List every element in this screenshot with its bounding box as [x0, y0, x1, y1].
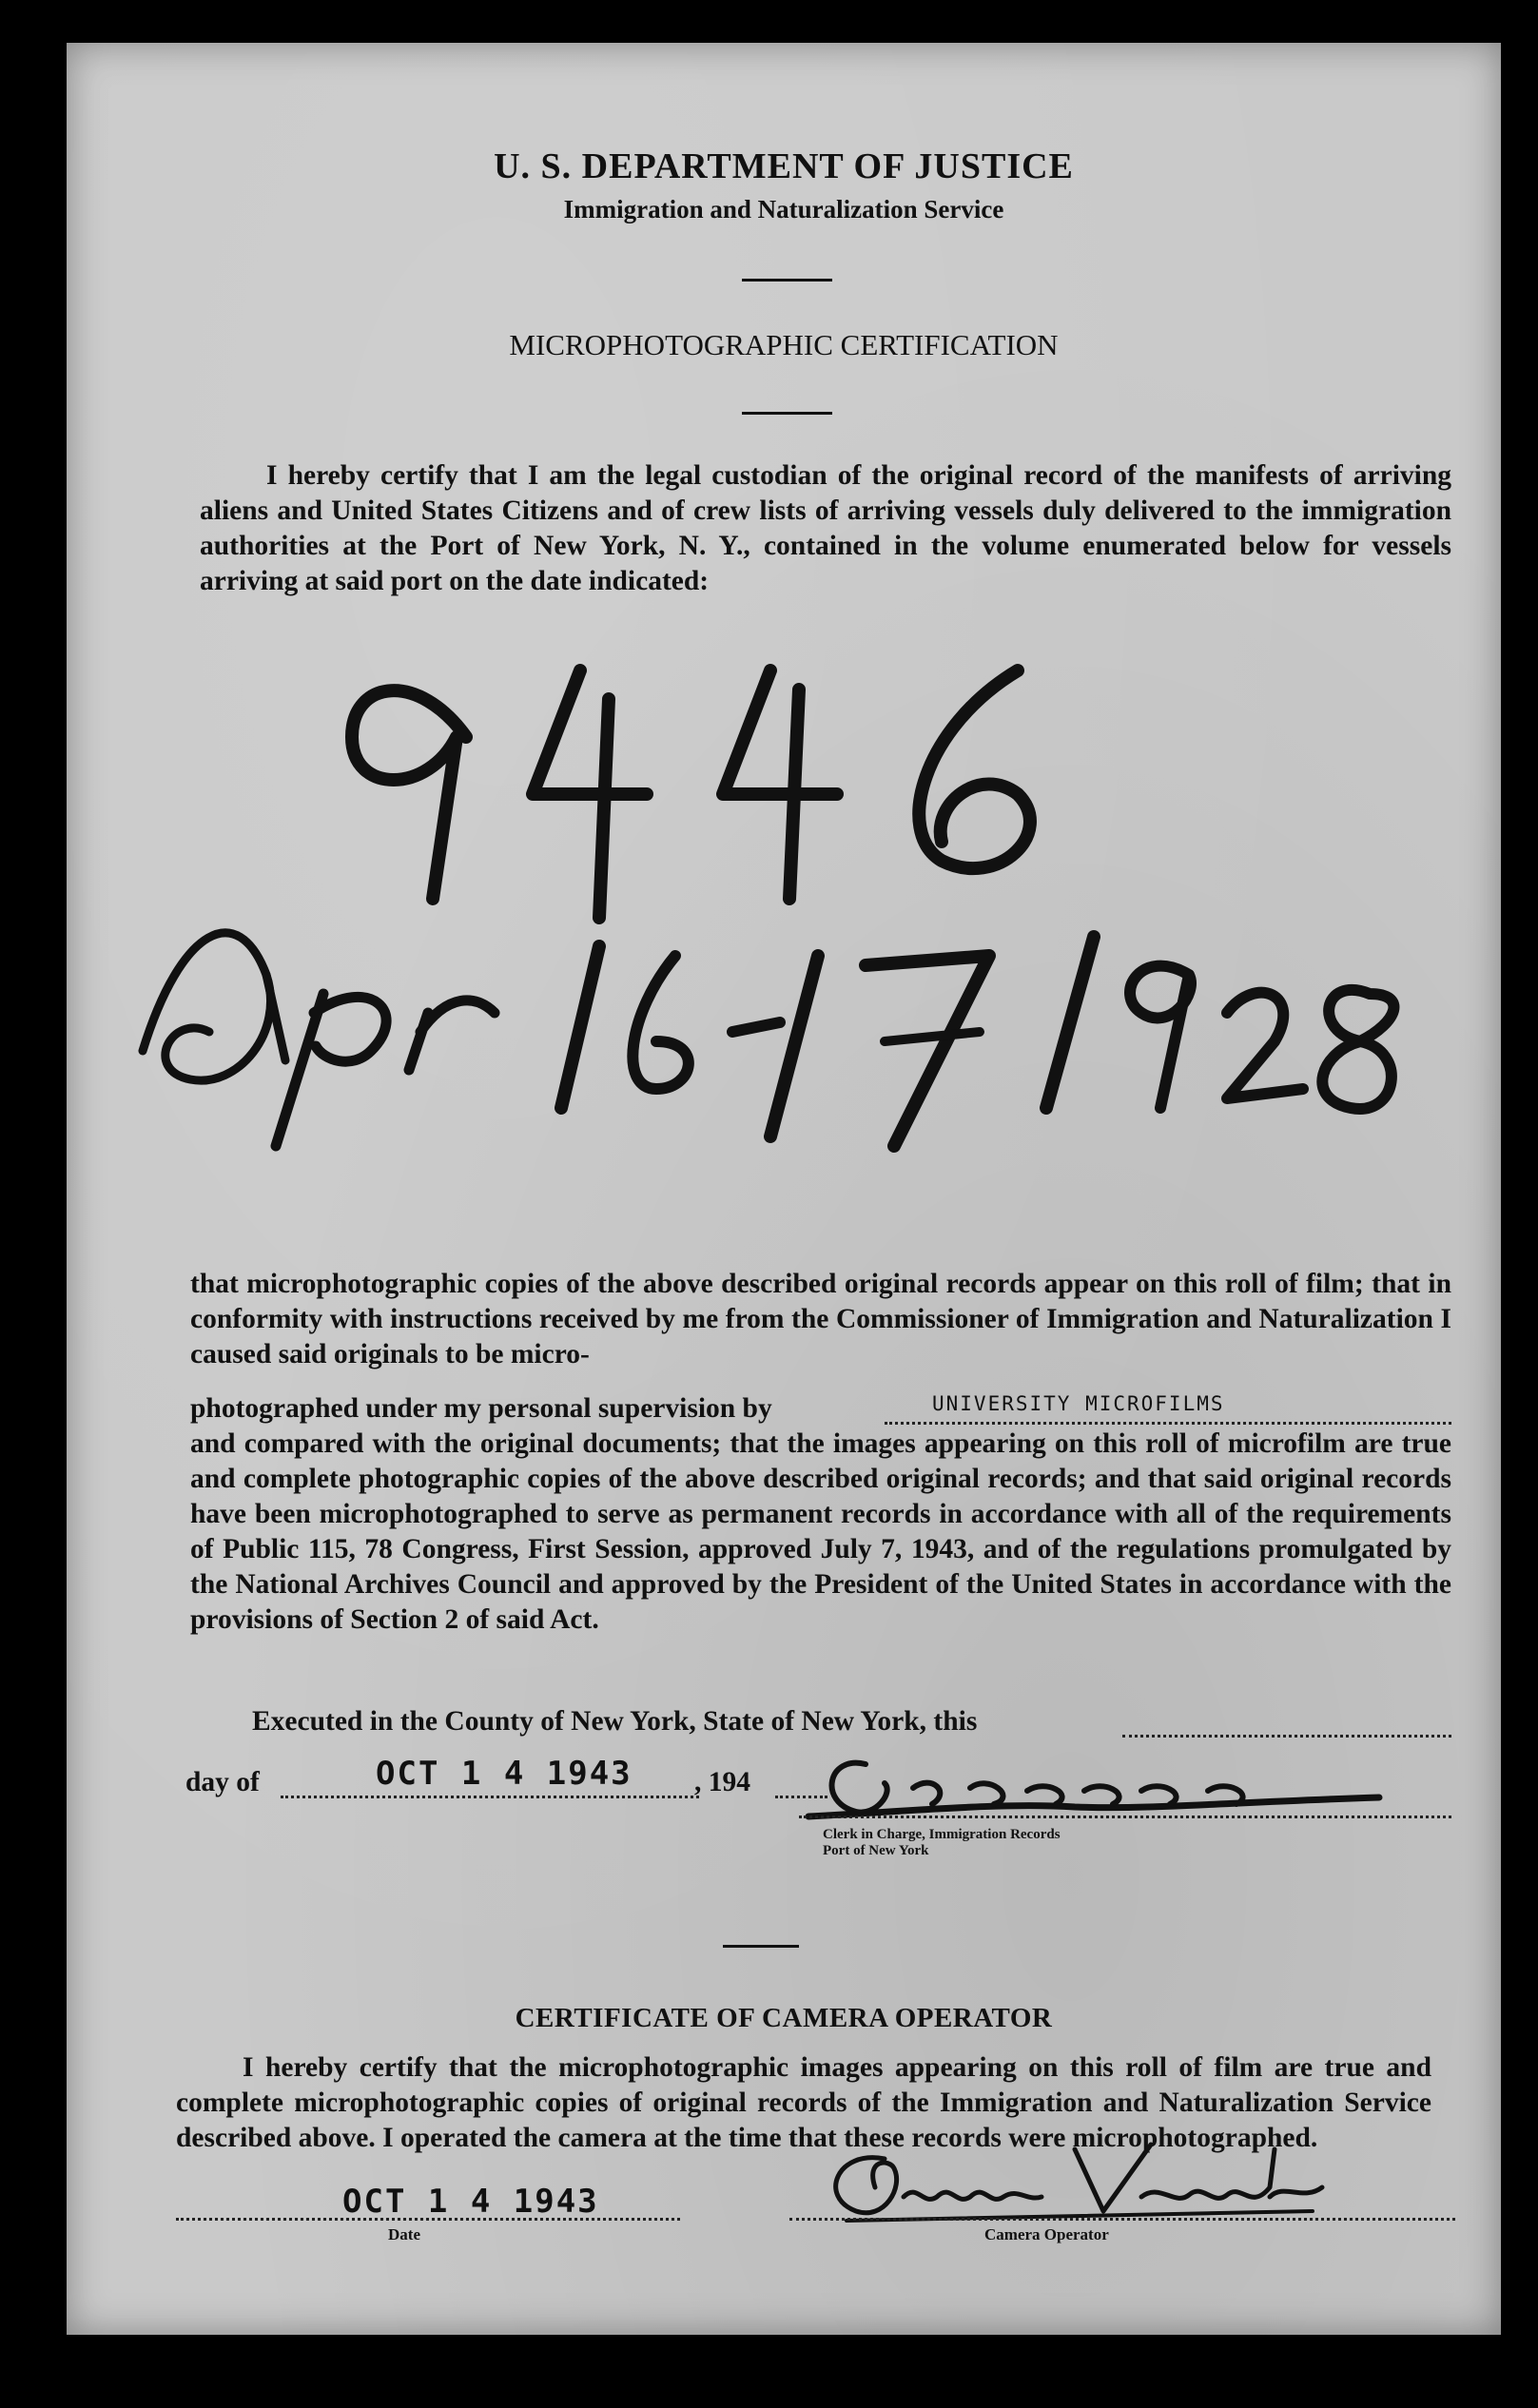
department-heading: U. S. DEPARTMENT OF JUSTICE — [494, 146, 1074, 186]
body-paragraph-part1: that microphotographic copies of the above described original records appear on this roll of film; that in conformity with instructions received by me from the Commissioner of Immigration and Naturalization I caused said originals to be micro- — [190, 1269, 1451, 1369]
supervision-label: photographed under my personal supervision by — [190, 1393, 772, 1424]
date-label: Date — [388, 2225, 420, 2243]
clerk-signature-line — [799, 1816, 1451, 1818]
year-prefix: 194 — [708, 1767, 750, 1797]
operator-signature-line — [789, 2218, 1455, 2221]
clerk-signature — [789, 1736, 1398, 1840]
certificate-sheet: U. S. DEPARTMENT OF JUSTICE Immigration and Naturalization Service MICROPHOTOGRAPHIC CERTIFICATION I hereby certify that I am the legal custodian of the original record of the manifests of arriving aliens and United States Citizens and of crew lists of arriving vessels duly delivered to the immigration authorities at the Port of New York, N. Y., contained in the volume enumerated below for vessels arriving at said port on the date indicated: that microphotographic copies of the above described original records appear on this roll of film; that in conformity with instructions received by me from the Commissioner of Immigration and Naturalization I caused said originals to be micro- photographed under my personal supervision by UNIVERSITY MICROFILMS and compared with the original documents; that the images appearing on this roll of microfilm are true and complete photographic copies of the above described original records; and that said original records have been microphotographed to serve as permanent records in accordance with all of the requirements of Public 115, 78 Congress, First Session, approved July 7, 1943, and of the regulations promulgated by the National Archives Council and approved by the President of the United States in accordance with the provisions of Section 2 of said Act. Executed in the County of New York, State of New York, this day of OCT 1 4 1943 , 194 Clerk in Charge, Immigration Records Port of New York CERTIFICATE OF CAMERA OPERATOR I hereby certify that the microphotographic images appearing on this roll of film are true and complete microphotographic copies of original records of the Immigration and Naturalization Service described above. I operated the camera at the time that these records were microphotographed. OCT 1 4 1943 Date Camera Operator — [67, 43, 1501, 2335]
header-divider — [742, 279, 832, 282]
execution-line: Executed in the County of New York, State of New York, this — [252, 1706, 978, 1737]
clerk-title-line1: Clerk in Charge, Immigration Records — [823, 1827, 1061, 1842]
execution-date-stamp: OCT 1 4 1943 — [376, 1755, 633, 1793]
clerk-title-line2: Port of New York — [823, 1843, 929, 1858]
day-of-dotted-line — [281, 1796, 699, 1798]
handwritten-volume-date — [67, 613, 1501, 1222]
title-divider — [742, 412, 832, 415]
operator-title: CERTIFICATE OF CAMERA OPERATOR — [515, 2003, 1053, 2033]
operator-divider — [723, 1945, 799, 1948]
intro-paragraph: I hereby certify that I am the legal custodian of the original record of the manifests of arriving aliens and United States Citizens and of crew lists of arriving vessels duly delivered to the immigration authorities at the Port of New York, N. Y., contained in the volume enumerated below for vessels arriving at said port on the date indicated: — [200, 460, 1451, 596]
camera-operator-label: Camera Operator — [984, 2225, 1109, 2243]
service-subheading: Immigration and Naturalization Service — [563, 195, 1004, 223]
supervisor-stamp: UNIVERSITY MICROFILMS — [932, 1392, 1225, 1415]
body-paragraph-part2: and compared with the original documents; that the images appearing on this roll of microfilm are true and complete photographic copies of the above described original records; and that said original records have been microphotographed to serve as permanent records in accordance with all of the requirements of Public 115, 78 Congress, First Session, approved July 7, 1943, and of the regulations promulgated by the National Archives Council and approved by the President of the United States in accordance with the provisions of Section 2 of said Act. — [190, 1428, 1451, 1635]
operator-paragraph: I hereby certify that the microphotographic images appearing on this roll of film are true and complete microphotographic copies of original records of the Immigration and Naturalization Service described above. I operated the camera at the time that these records were microphotographed. — [176, 2052, 1431, 2153]
certification-title: MICROPHOTOGRAPHIC CERTIFICATION — [509, 328, 1059, 361]
supervision-dotted-line — [885, 1422, 1451, 1425]
operator-date-stamp: OCT 1 4 1943 — [342, 2183, 599, 2221]
day-of-label: day of — [185, 1767, 260, 1797]
